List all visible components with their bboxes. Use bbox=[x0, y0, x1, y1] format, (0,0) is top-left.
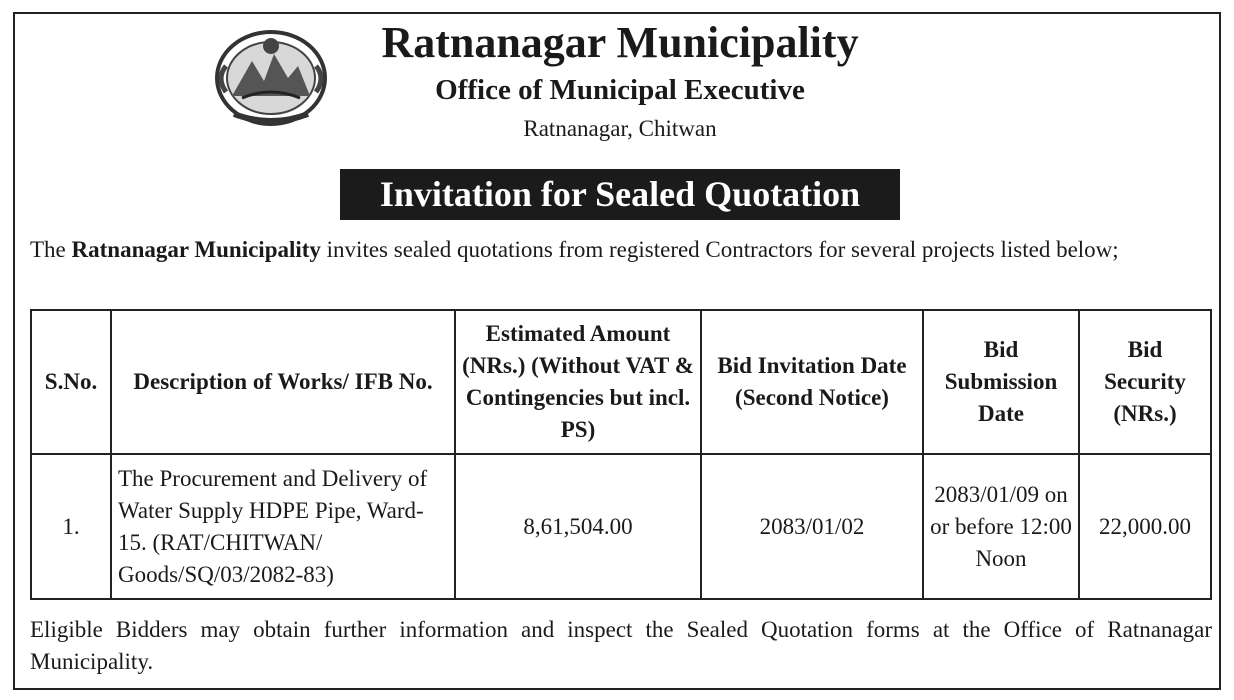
header-sno: S.No. bbox=[31, 310, 111, 454]
header-description: Description of Works/ IFB No. bbox=[111, 310, 455, 454]
cell-amount: 8,61,504.00 bbox=[455, 454, 701, 599]
header-amount: Estimated Amount (NRs.) (Without VAT & Contingencies but incl. PS) bbox=[455, 310, 701, 454]
cell-sno: 1. bbox=[31, 454, 111, 599]
nepal-emblem-icon bbox=[212, 26, 330, 130]
intro-bold-name: Ratnanagar Municipality bbox=[71, 237, 321, 262]
footer-paragraph: Eligible Bidders may obtain further information and inspect the Sealed Quotation forms at the Office of Ratnanagar Municipality. bbox=[30, 617, 1212, 674]
office-subtitle: Office of Municipal Executive bbox=[435, 74, 805, 106]
intro-suffix: invites sealed quotations from registered Contractors for several projects listed below; bbox=[320, 237, 1119, 262]
works-table bbox=[30, 309, 1212, 600]
intro-paragraph bbox=[30, 234, 1212, 265]
cell-invitation-date: 2083/01/02 bbox=[701, 454, 923, 599]
intro-prefix: The bbox=[30, 237, 72, 262]
municipality-title: Ratnanagar Municipality bbox=[381, 18, 859, 67]
table-header-row bbox=[31, 310, 1211, 454]
notice-heading-banner: Invitation for Sealed Quotation bbox=[340, 169, 900, 220]
header-submission-date: Bid Submission Date bbox=[923, 310, 1079, 454]
header-security: Bid Security (NRs.) bbox=[1079, 310, 1211, 454]
table-row bbox=[31, 454, 1211, 599]
header-invitation-date: Bid Invitation Date (Second Notice) bbox=[701, 310, 923, 454]
cell-security: 22,000.00 bbox=[1079, 454, 1211, 599]
cell-submission-date: 2083/01/09 on or before 12:00 Noon bbox=[923, 454, 1079, 599]
location-line: Ratnanagar, Chitwan bbox=[523, 116, 717, 141]
cell-description: The Procurement and Delivery of Water Supply HDPE Pipe, Ward-15. (RAT/CHITWAN/ Goods/SQ/03/2082-83) bbox=[111, 454, 455, 599]
